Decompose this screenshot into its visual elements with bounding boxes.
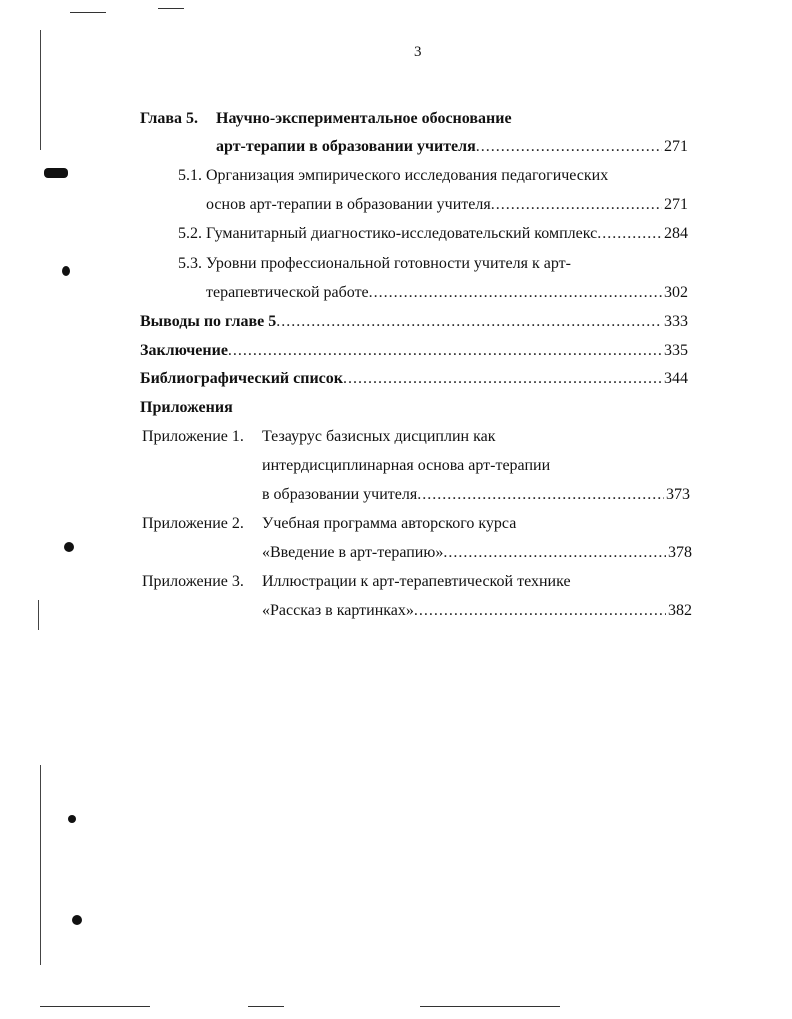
- appendix-title-cont: «Рассказ в картинках»: [262, 602, 414, 619]
- section-title-cont: терапевтической работе: [206, 284, 369, 301]
- scan-mark-bottom-left: [40, 1006, 150, 1007]
- bibliography-title: Библиографический список: [140, 370, 343, 387]
- punch-hole-mark: [72, 915, 82, 925]
- summary-title: Выводы по главе 5: [140, 313, 277, 330]
- appendices-heading: Приложения: [140, 399, 233, 416]
- punch-hole-mark: [44, 168, 68, 178]
- toc-entry-appendix-3[interactable]: [262, 601, 692, 621]
- toc-entry-section-5-3[interactable]: [206, 283, 688, 303]
- page-ref: 382: [668, 602, 692, 619]
- scan-mark-top-left: [70, 12, 106, 13]
- toc-entry-section-5-2[interactable]: [178, 224, 688, 244]
- chapter-label: Глава 5.: [140, 110, 198, 127]
- appendix-title-cont: в образовании учителя: [262, 486, 418, 503]
- scan-edge-left-top: [40, 30, 41, 150]
- scan-edge-left-mid: [38, 600, 39, 630]
- leader-dots: [476, 137, 662, 157]
- leader-dots: [369, 283, 662, 303]
- scan-mark-bottom-right: [420, 1006, 560, 1007]
- section-title: 5.2. Гуманитарный диагностико-исследовательский комплекс: [178, 225, 598, 242]
- punch-hole-mark: [64, 542, 74, 552]
- page-ref: 284: [664, 225, 688, 242]
- page-ref: 271: [664, 138, 688, 155]
- conclusion-title: Заключение: [140, 342, 228, 359]
- leader-dots: [228, 341, 662, 361]
- appendix-2-title: Учебная программа авторского курса: [262, 515, 517, 532]
- leader-dots: [597, 224, 662, 244]
- appendix-3-label: Приложение 3.: [142, 573, 244, 590]
- toc-entry-chapter[interactable]: [216, 137, 688, 157]
- leader-dots: [343, 369, 662, 389]
- leader-dots: [417, 485, 664, 505]
- punch-hole-mark: [62, 266, 70, 276]
- leader-dots: [414, 601, 666, 621]
- appendix-1-label: Приложение 1.: [142, 428, 244, 445]
- page-ref: 333: [664, 313, 688, 330]
- toc-entry-section-5-1[interactable]: [206, 195, 688, 215]
- section-title-cont: основ арт-терапии в образовании учителя: [206, 196, 491, 213]
- page-ref: 344: [664, 370, 688, 387]
- appendix-3-title: Иллюстрации к арт-терапевтической технике: [262, 573, 571, 590]
- scan-edge-left-low: [40, 765, 41, 965]
- toc-entry-appendix-1[interactable]: [262, 485, 690, 505]
- appendix-title-cont: «Введение в арт-терапию»: [262, 544, 444, 561]
- page-ref: 302: [664, 284, 688, 301]
- scan-mark-bottom-mid: [248, 1006, 284, 1007]
- appendix-1-title: Тезаурус базисных дисциплин как: [262, 428, 496, 445]
- leader-dots: [443, 543, 666, 563]
- leader-dots: [491, 195, 662, 215]
- section-5-1-title: 5.1. Организация эмпирического исследования педагогических: [178, 167, 609, 184]
- toc-entry-conclusion[interactable]: [140, 341, 688, 361]
- page-number: 3: [414, 44, 422, 60]
- toc-entry-appendix-2[interactable]: [262, 543, 692, 563]
- punch-hole-mark: [68, 815, 76, 823]
- appendix-2-label: Приложение 2.: [142, 515, 244, 532]
- page-ref: 271: [664, 196, 688, 213]
- appendix-1-title-cont: интердисциплинарная основа арт-терапии: [262, 457, 551, 474]
- chapter-title: Научно-экспериментальное обоснование: [216, 110, 512, 127]
- page-ref: 335: [664, 342, 688, 359]
- page-ref: 373: [666, 486, 690, 503]
- section-5-3-title: 5.3. Уровни профессиональной готовности учителя к арт-: [178, 255, 571, 272]
- toc-entry-summary[interactable]: [140, 312, 688, 332]
- page-ref: 378: [668, 544, 692, 561]
- scan-mark-top-right: [158, 8, 184, 9]
- leader-dots: [276, 312, 662, 332]
- toc-entry-bibliography[interactable]: [140, 369, 688, 389]
- chapter-title-cont: арт-терапии в образовании учителя: [216, 138, 476, 155]
